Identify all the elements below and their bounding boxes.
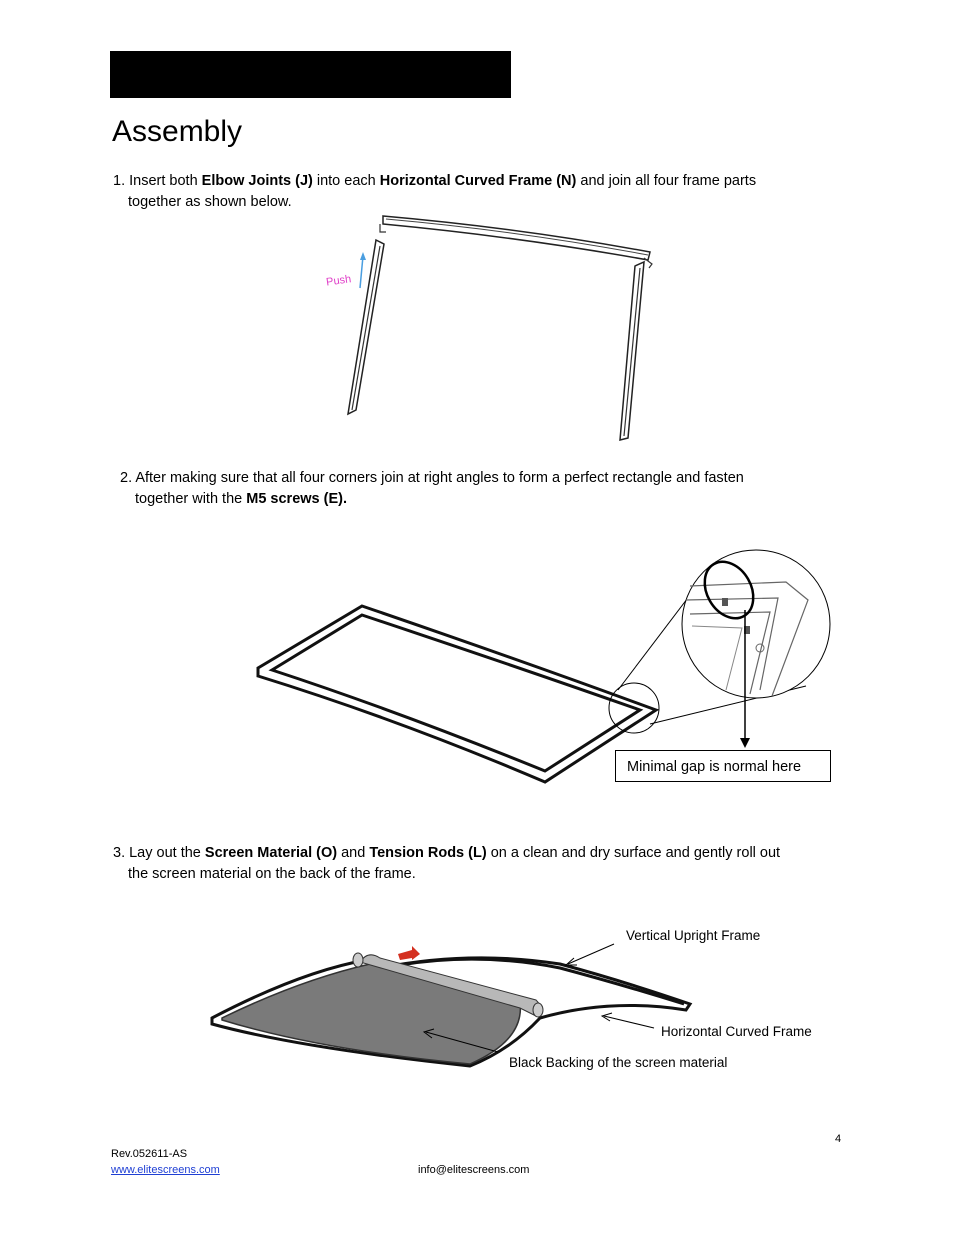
push-label: Push <box>325 273 352 289</box>
step-1-text: into each <box>312 173 380 189</box>
website-link[interactable]: www.elitescreens.com <box>111 1164 220 1176</box>
step-3-text: on a clean and dry surface and gently roll out <box>486 845 781 861</box>
step-3-text: and <box>337 845 370 861</box>
horizontal-frame-callout: Horizontal Curved Frame <box>661 1024 812 1039</box>
step-1-line-2: together as shown below. <box>128 194 292 210</box>
gap-note-box: Minimal gap is normal here <box>615 750 831 782</box>
page-title: Assembly <box>112 115 243 148</box>
m5-screws-label: M5 screws (E). <box>246 491 347 507</box>
vertical-frame-callout: Vertical Upright Frame <box>626 928 761 943</box>
step-1-text: 1. Insert both <box>113 173 202 189</box>
screen-material-label: Screen Material (O) <box>204 845 338 861</box>
step-3-text: 3. Lay out the <box>113 845 205 861</box>
backing-callout: Black Backing of the screen material <box>509 1055 728 1070</box>
revision-code: Rev.052611-AS <box>111 1148 188 1160</box>
horizontal-frame-label: Horizontal Curved Frame (N) <box>379 173 577 189</box>
elbow-joints-label: Elbow Joints (J) <box>201 173 313 189</box>
page-number: 4 <box>835 1133 842 1145</box>
step-1-text: and join all four frame parts <box>576 173 757 189</box>
step-2-line-1: 2. After making sure that all four corners join at right angles to form a perfect rectangle and fasten <box>120 470 744 486</box>
tension-rods-label: Tension Rods (L) <box>369 845 487 861</box>
step-2-text: together with the <box>135 491 247 507</box>
step-3-line-2: the screen material on the back of the frame. <box>128 866 416 882</box>
email-address: info@elitescreens.com <box>418 1164 530 1176</box>
